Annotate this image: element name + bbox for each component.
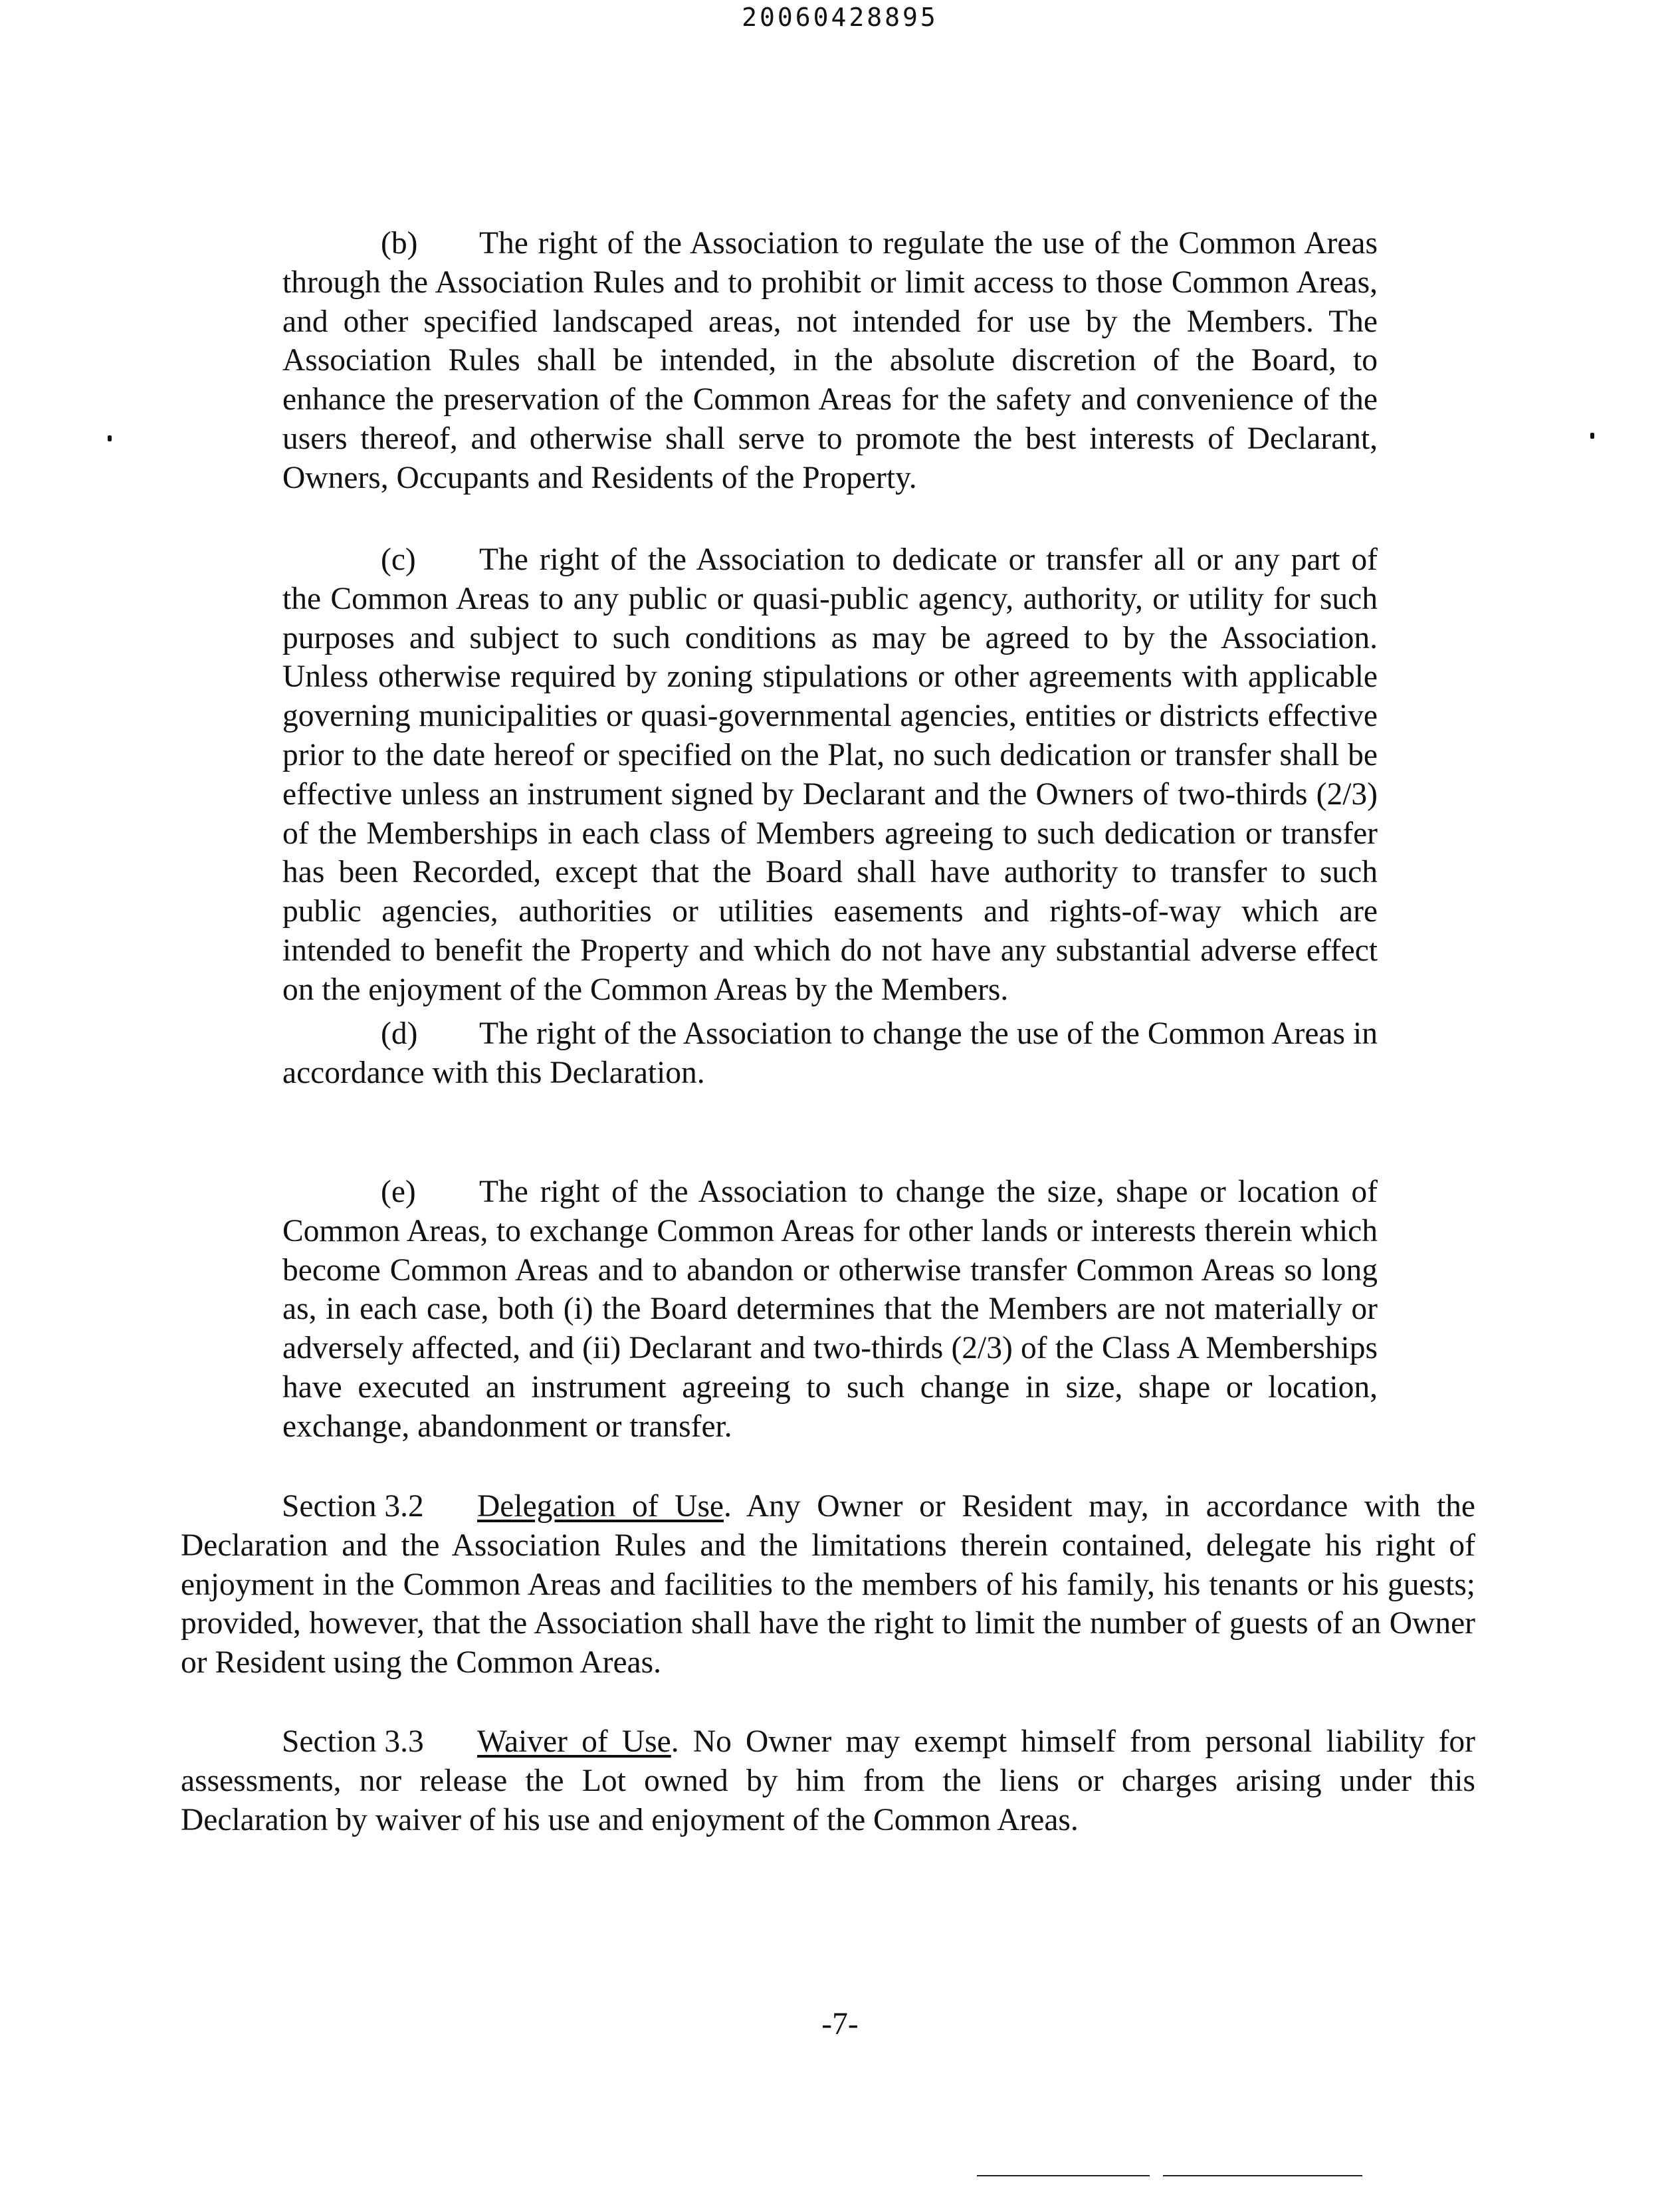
- paragraph-b-label: (b): [381, 226, 418, 261]
- scan-speck-right: [1590, 433, 1594, 439]
- paragraph-e-text: The right of the Association to change the size, shape or location of Common Areas, to exchange Common Areas for other lands or interests therein which become Common Areas and to abandon or otherwise transfer Common Areas so long as, in each case, both (i) the Board determines that the Members are not materially or adversely affected, and (ii) Declarant and two-thirds (2/3) of the Class A Memberships have executed an instrument agreeing to such change in size, shape or location, exchange, abandonment or transfer.: [282, 1175, 1378, 1444]
- section-3-3-number: Section 3.3: [282, 1724, 424, 1759]
- section-3-2: [181, 1487, 1475, 1682]
- document-number: 20060428895: [742, 3, 938, 32]
- paragraph-c-text: The right of the Association to dedicate or transfer all or any part of the Common Areas to any public or quasi-public agency, authority, or utility for such purposes and subject to such conditions as may be agreed to by the Association. Unless otherwise required by zoning stipulations or other agreements with applicable governing municipalities or quasi-governmental agencies, entities or districts effective prior to the date hereof or specified on the Plat, no such dedication or transfer shall be effective unless an instrument signed by Declarant and the Owners of two-thirds (2/3) of the Memberships in each class of Members agreeing to such dedication or transfer has been Recorded, except that the Board shall have authority to transfer to such public agencies, authorities or utilities easements and rights-of-way which are intended to benefit the Property and which do not have any substantial adverse effect on the enjoyment of the Common Areas by the Members.: [282, 542, 1378, 1007]
- scan-edge-line: [1163, 2175, 1362, 2176]
- paragraph-e: [282, 1173, 1378, 1446]
- paragraph-d-label: (d): [381, 1016, 418, 1051]
- paragraph-d-text: The right of the Association to change the use of the Common Areas in accordance with this Declaration.: [282, 1016, 1378, 1090]
- section-3-3-text: . No Owner may exempt himself from personal liability for assessments, nor release the Lot owned by him from the liens or charges arising under this Declaration by waiver of his use and enjoyment of the Common Areas.: [181, 1724, 1476, 1837]
- paragraph-e-label: (e): [381, 1175, 416, 1209]
- paragraph-c-label: (c): [381, 542, 416, 577]
- paragraph-d: [282, 1014, 1378, 1093]
- page-number: -7-: [821, 2007, 859, 2041]
- paragraph-b: [282, 224, 1378, 498]
- paragraph-b-text: The right of the Association to regulate the use of the Common Areas through the Association Rules and to prohibit or limit access to those Common Areas, and other specified landscaped areas, not intended for use by the Members. The Association Rules shall be intended, in the absolute discretion of the Board, to enhance the preservation of the Common Areas for the safety and convenience of the users thereof, and otherwise shall serve to promote the best interests of Declarant, Owners, Occupants and Residents of the Property.: [282, 226, 1378, 495]
- section-3-3: [181, 1722, 1475, 1839]
- scan-speck-left: [108, 435, 112, 441]
- section-3-2-text: . Any Owner or Resident may, in accordance with the Declaration and the Association Rules and the limitations therein contained, delegate his right of enjoyment in the Common Areas and facilities to the members of his family, his tenants or his guests; provided, however, that the Association shall have the right to limit the number of guests of an Owner or Resident using the Common Areas.: [181, 1489, 1475, 1680]
- section-3-3-heading: Waiver of Use: [477, 1724, 671, 1759]
- scan-edge-line: [977, 2175, 1150, 2176]
- section-3-2-number: Section 3.2: [282, 1489, 424, 1524]
- paragraph-c: [282, 540, 1378, 1010]
- section-3-2-heading: Delegation of Use: [477, 1489, 724, 1524]
